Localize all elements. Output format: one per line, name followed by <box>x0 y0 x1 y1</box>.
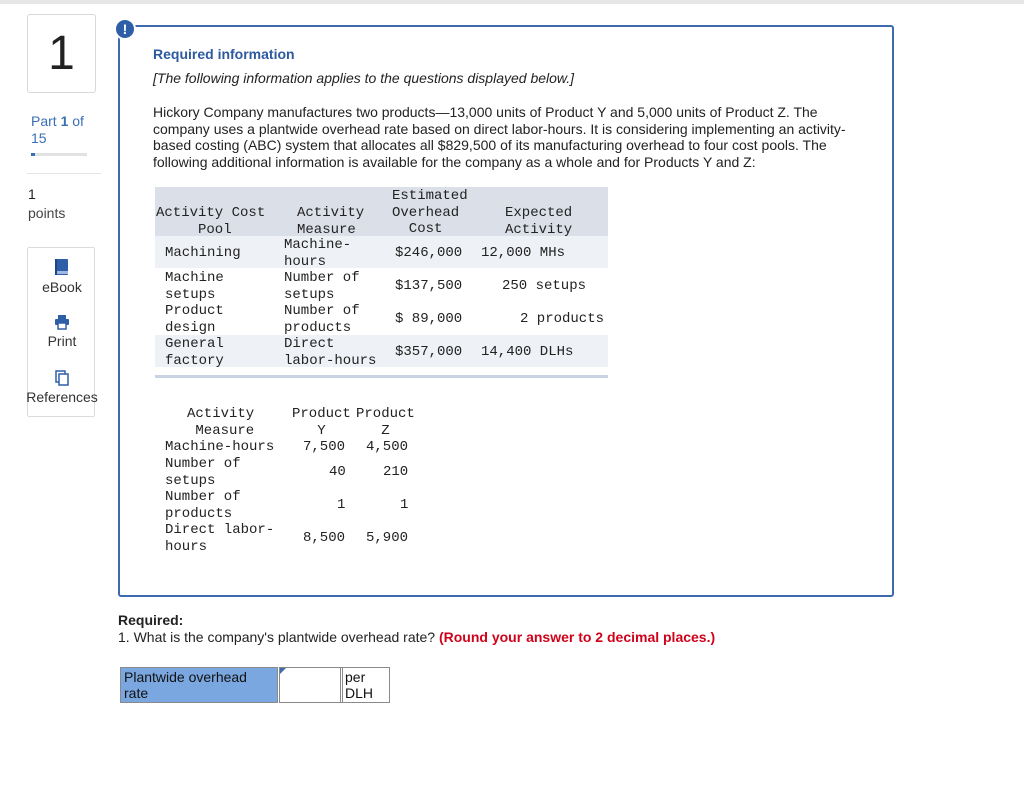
question-number-label: 1 <box>48 27 75 80</box>
row4-pool: General factory <box>165 336 224 369</box>
print-button[interactable] <box>28 314 96 349</box>
input-corner-marker <box>280 668 286 674</box>
header-estimated-overhead-cost: Estimated Overhead Cost <box>392 188 468 237</box>
row1-pool: Machining <box>165 245 241 261</box>
activity-cost-pool-table <box>155 187 608 377</box>
t2-row4-z: 5,900 <box>366 530 409 546</box>
row4-cost: $357,000 <box>395 344 463 360</box>
t2-row3-z: 1 <box>400 497 409 513</box>
applies-note: [The following information applies to the questions displayed below.] <box>153 70 575 86</box>
t2-row1-y: 7,500 <box>303 439 346 455</box>
row2-expected: 250 setups <box>502 278 587 294</box>
part-indicator <box>31 113 84 147</box>
row3-expected: 2 products <box>520 311 605 327</box>
tools-panel <box>26 247 98 417</box>
ebook-label: eBook <box>42 279 82 295</box>
row4-expected: 14,400 DLHs <box>481 344 574 360</box>
t2-header-product-z: Product Z <box>356 406 415 439</box>
t2-row2-y: 40 <box>329 464 346 480</box>
product-activity-table <box>163 404 423 564</box>
part-of: of <box>72 113 84 129</box>
t2-header-product-y: Product Y <box>292 406 351 439</box>
question-main: 1. What is the company's plantwide overhead rate? <box>118 629 436 645</box>
t2-row2-measure: Number of setups <box>165 456 241 489</box>
print-label: Print <box>47 333 77 349</box>
t2-row3-y: 1 <box>337 497 346 513</box>
documents-icon <box>54 370 70 386</box>
t2-header-activity-measure: Activity Measure <box>187 406 255 439</box>
row1-cost: $246,000 <box>395 245 463 261</box>
t2-row2-z: 210 <box>383 464 409 480</box>
row1-measure: Machine- hours <box>284 237 352 270</box>
t2-row4-measure: Direct labor- hours <box>165 522 275 555</box>
sidebar-divider <box>27 173 101 174</box>
part-current: 1 <box>60 113 69 129</box>
alert-symbol: ! <box>122 21 128 37</box>
top-divider <box>0 0 1024 4</box>
table-bottom-border <box>155 375 608 378</box>
part-label: Part <box>31 113 57 129</box>
plantwide-overhead-rate-input[interactable] <box>279 667 341 703</box>
header-activity-measure: Activity Measure <box>297 205 365 238</box>
header-expected-activity: Expected Activity <box>505 205 573 238</box>
row4-measure: Direct labor-hours <box>284 336 377 369</box>
row2-cost: $137,500 <box>395 278 463 294</box>
ebook-button[interactable] <box>28 258 96 295</box>
row3-measure: Number of products <box>284 303 360 336</box>
row2-pool: Machine setups <box>165 270 224 303</box>
points-value: 1 <box>28 186 36 202</box>
rounding-instruction: (Round your answer to 2 decimal places.) <box>438 629 716 645</box>
header-activity-cost-pool: Activity Cost Pool <box>156 205 266 238</box>
part-progress-fill <box>31 153 35 156</box>
row3-cost: $ 89,000 <box>395 311 463 327</box>
part-total: 15 <box>31 130 47 146</box>
alert-icon <box>114 18 136 40</box>
t2-row1-measure: Machine-hours <box>165 439 275 455</box>
book-icon <box>54 258 70 276</box>
question-text <box>118 629 715 645</box>
row3-pool: Product design <box>165 303 224 336</box>
question-number[interactable] <box>27 14 96 93</box>
required-label: Required: <box>118 612 184 628</box>
references-button[interactable] <box>24 370 100 405</box>
t2-row1-z: 4,500 <box>366 439 409 455</box>
points-label: points <box>28 205 66 221</box>
row2-measure: Number of setups <box>284 270 360 303</box>
references-label: References <box>26 389 98 405</box>
plantwide-overhead-rate-label: Plantwide overhead rate <box>120 667 278 703</box>
t2-row3-measure: Number of products <box>165 489 241 522</box>
unit-label: per DLH <box>342 667 390 703</box>
required-information-heading: Required information <box>153 46 295 62</box>
t2-row4-y: 8,500 <box>303 530 346 546</box>
problem-paragraph: Hickory Company manufactures two products—13,000 units of Product Y and 5,000 units of Product Z. The company uses a plantwide overhead rate based on direct labor-hours. It is considering implementing an activity-based costing (ABC) system that allocates all $829,500 of its manufacturing overhead to four cost pools. The following additional information is available for the company as a whole and for Products Y and Z: <box>153 104 846 170</box>
row1-expected: 12,000 MHs <box>481 245 566 261</box>
printer-icon <box>54 314 70 330</box>
part-progress-bar <box>31 153 87 156</box>
